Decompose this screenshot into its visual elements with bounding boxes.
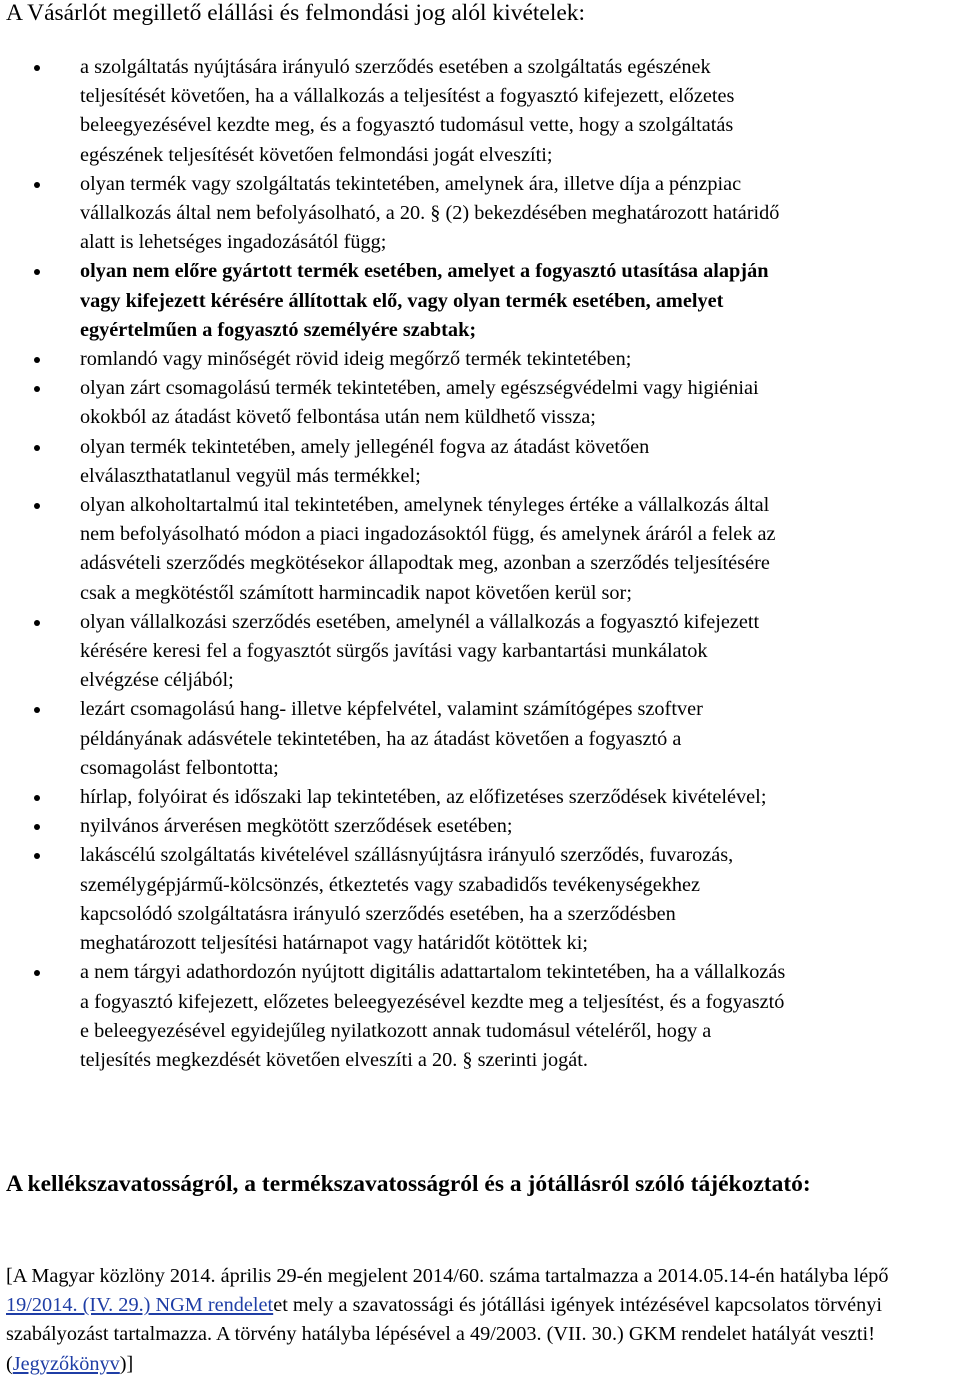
list-item-line: lakáscélú szolgáltatás kivételével szállásnyújtásra irányuló szerződés, fuvarozás, (80, 844, 734, 867)
paragraph-text-part3: )] (119, 1352, 134, 1375)
list-item-line: kérésére keresi fel a fogyasztót sürgős javítási vagy karbantartási munkálatok (80, 640, 708, 663)
list-item-line: vagy kifejezett kérésére állítottak elő, vagy olyan termék esetében, amelyet (80, 289, 724, 312)
list-item-line: meghatározott teljesítési határnapot vagy határidőt kötöttek ki; (80, 932, 589, 955)
bullet-icon (34, 445, 40, 451)
bullet-icon (34, 853, 40, 859)
list-item-line: alatt is lehetséges ingadozásától függ; (80, 231, 387, 254)
list-item (0, 783, 960, 812)
regulation-link[interactable]: 19/2014. (IV. 29.) NGM rendelet (6, 1294, 274, 1317)
list-item-line: személygépjármű-kölcsönzés, étkeztetés vagy szabadidős tevékenységekhez (80, 873, 701, 896)
warranty-paragraph (6, 1262, 946, 1379)
list-item-line: nem befolyásolható módon a piaci ingadozásoktól függ, és amelynek áráról a felek az (80, 523, 776, 546)
list-item (0, 433, 960, 491)
list-item-line: olyan vállalkozási szerződés esetében, amelynél a vállalkozás a fogyasztó kifejezett (80, 610, 760, 633)
section-title-warranty: A kellékszavatosságról, a termékszavatosságról és a jótállásról szóló tájékoztató: (6, 1171, 811, 1197)
bullet-icon (34, 386, 40, 392)
list-item-line: elvégzése céljából; (80, 669, 234, 692)
list-item-line: a nem tárgyi adathordozón nyújtott digitális adattartalom tekintetében, ha a vállalkozás (80, 961, 786, 984)
list-item (0, 53, 960, 170)
bullet-icon (34, 620, 40, 626)
bullet-icon (34, 503, 40, 509)
list-item (0, 608, 960, 696)
minutes-link[interactable]: Jegyzőkönyv (12, 1352, 120, 1375)
list-item-line: vállalkozás által nem befolyásolható, a 20. § (2) bekezdésében meghatározott határidő (80, 202, 780, 225)
list-item (0, 491, 960, 608)
list-item-line: beleegyezésével kezdte meg, és a fogyasztó tudomásul vette, hogy a szolgáltatás (80, 114, 734, 137)
paragraph-text-part1: [A Magyar közlöny 2014. április 29-én megjelent 2014/60. száma tartalmazza a 2014.05.14-én hatályba lépő (6, 1265, 889, 1287)
list-item-line: lezárt csomagolású hang- illetve képfelvétel, valamint számítógépes szoftver (80, 698, 703, 721)
list-item-line: adásvételi szerződés megkötésekor állapodtak meg, azonban a szerződés teljesítésére (80, 552, 770, 575)
list-item (0, 374, 960, 432)
bullet-icon (34, 269, 40, 275)
list-item (0, 345, 960, 374)
list-item-line: teljesítés megkezdését követően elveszíti a 20. § szerinti jogát. (80, 1048, 588, 1071)
list-item (0, 841, 960, 958)
bullet-icon (34, 970, 40, 976)
list-item-line: kapcsolódó szolgáltatásra irányuló szerződés esetében, ha a szerződésben (80, 902, 676, 925)
list-item (0, 170, 960, 258)
list-item-line: egyértelműen a fogyasztó személyére szabtak; (80, 318, 477, 341)
list-item-line: csak a megkötéstől számított harmincadik napot követően kerül sor; (80, 581, 632, 604)
list-item-line: egészének teljesítését követően felmondási jogát elveszíti; (80, 143, 553, 166)
list-item-line: olyan termék vagy szolgáltatás tekintetében, amelynek ára, illetve díja a pénzpiac (80, 172, 742, 195)
list-item-line: nyilvános árverésen megkötött szerződések esetében; (80, 815, 513, 838)
bullet-icon (34, 795, 40, 801)
bullet-icon (34, 824, 40, 830)
list-item-line: csomagolást felbontotta; (80, 756, 279, 779)
section-title-exceptions: A Vásárlót megillető elállási és felmondási jog alól kivételek: (6, 0, 586, 26)
list-item-line: teljesítését követően, ha a vállalkozás a teljesítést a fogyasztó kifejezett, előzetes (80, 85, 735, 108)
list-item-line: olyan zárt csomagolású termék tekintetében, amely egészségvédelmi vagy higiéniai (80, 377, 759, 400)
list-item-line: olyan alkoholtartalmú ital tekintetében, amelynek tényleges értéke a vállalkozás által (80, 494, 770, 517)
list-item-line: e beleegyezésével egyidejűleg nyilatkozott annak tudomásul vételéről, hogy a (80, 1019, 712, 1042)
list-item-line: okokból az átadást követő felbontása után nem küldhető vissza; (80, 406, 596, 429)
bullet-icon (34, 182, 40, 188)
list-item-line: olyan termék tekintetében, amely jellegénél fogva az átadást követően (80, 435, 650, 458)
list-item-line: a fogyasztó kifejezett, előzetes beleegyezésével kezdte meg a teljesítést, és a fogyasztó (80, 990, 785, 1013)
list-item-line: példányának adásvétele tekintetében, ha az átadást követően a fogyasztó a (80, 727, 682, 750)
list-item (0, 812, 960, 841)
bullet-icon (34, 707, 40, 713)
list-item (0, 958, 960, 1075)
list-item-line: a szolgáltatás nyújtására irányuló szerződés esetében a szolgáltatás egészének (80, 56, 711, 78)
paragraph-text-part2: et mely a szavatossági és jótállási igények intézésével kapcsolatos törvényi szabályozást tartalmazza. A törvény hatályba lépésével a 49/2003. (VII. 30.) GKM rendelet hatályát veszti! ( (6, 1294, 882, 1375)
bullet-icon (34, 357, 40, 363)
list-item-line: elválaszthatatlanul vegyül más termékkel; (80, 464, 421, 487)
exceptions-list (0, 53, 960, 1075)
list-item (0, 695, 960, 783)
bullet-icon (34, 65, 40, 71)
list-item-line: hírlap, folyóirat és időszaki lap tekintetében, az előfizetéses szerződések kivételével; (80, 786, 767, 809)
list-item (0, 257, 960, 345)
list-item-line: romlandó vagy minőségét rövid ideig megőrző termék tekintetében; (80, 348, 632, 371)
list-item-line: olyan nem előre gyártott termék esetében, amelyet a fogyasztó utasítása alapján (80, 260, 769, 283)
